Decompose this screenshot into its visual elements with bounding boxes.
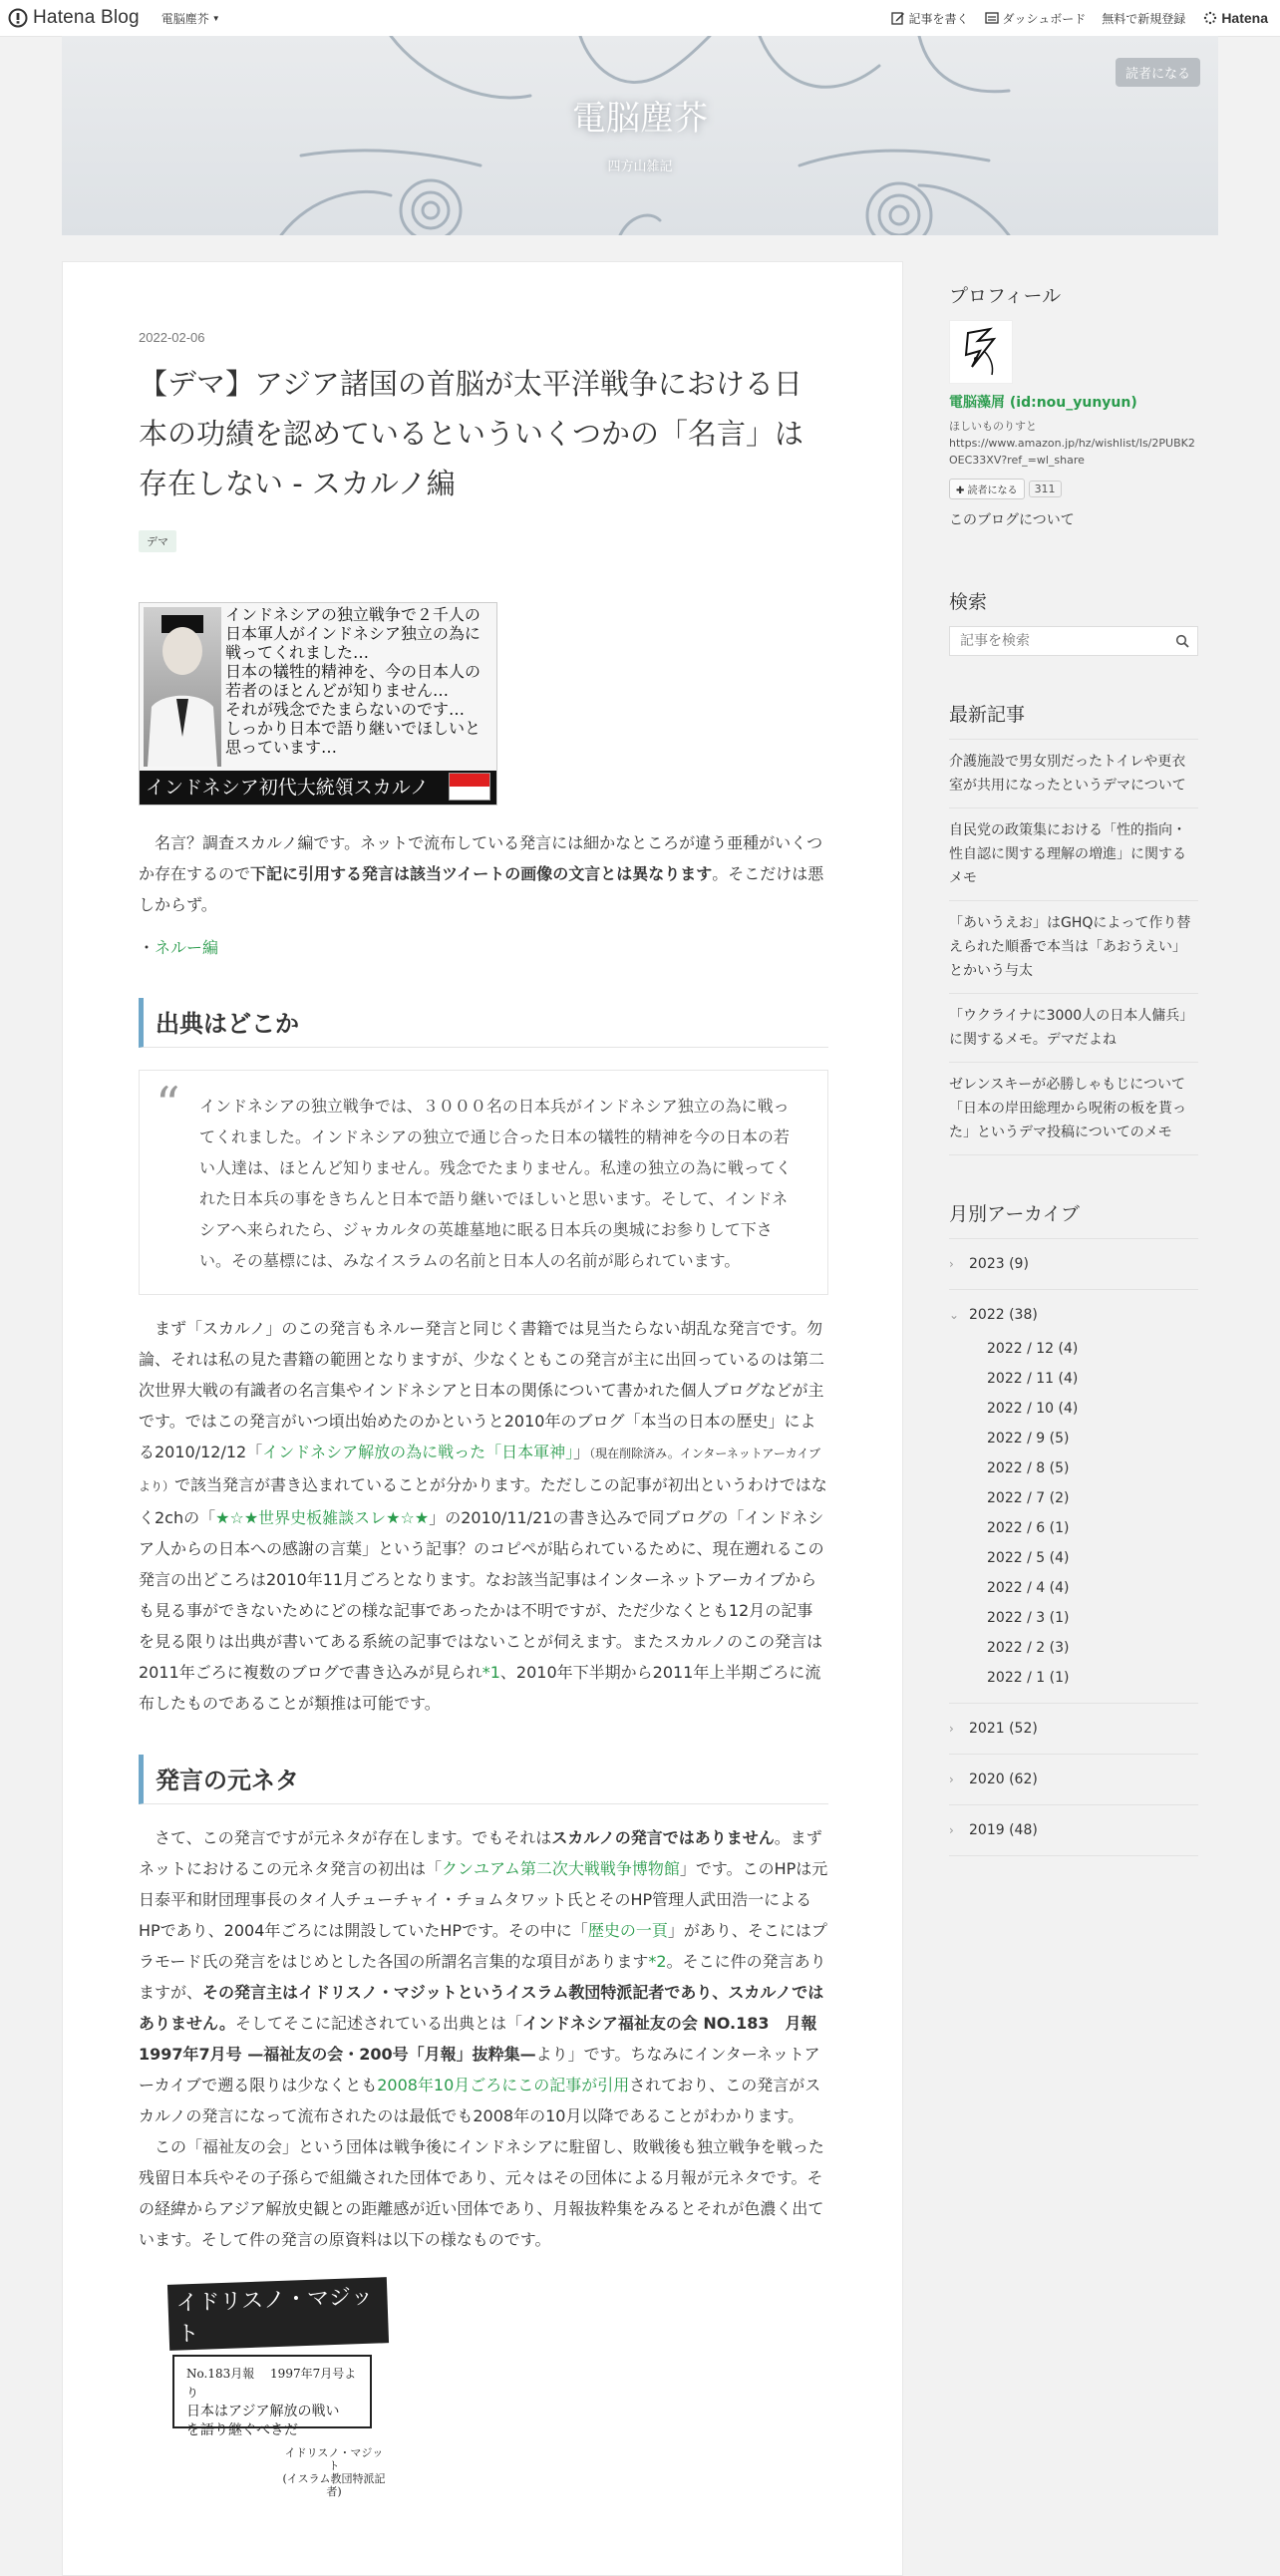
recent-posts-title: 最新記事: [949, 704, 1026, 726]
original-text-b: 。まずネットにおけるこの元ネタ発言の初出は「: [139, 1828, 822, 1878]
intro-text: 名言？調査スカルノ編です。ネットで流布している発言には細かなところが違う亜種がいくつか存在するので: [139, 833, 823, 883]
source-box-line-3: を語り継ぐべきだ: [186, 2422, 298, 2438]
2ch-thread-link[interactable]: ★☆★世界史板雑談スレ★☆★: [215, 1508, 430, 1527]
chevron-down-icon: ⌄: [949, 1308, 960, 1322]
footnote-1-link[interactable]: *1: [481, 1663, 500, 1682]
origin-paragraph: [139, 1313, 828, 1719]
archive-year-label: 2023 (9): [969, 1256, 1029, 1272]
original-text-h: されており、この発言がスカルノの発言になって流布されたのは最低でも2008年の10月以降であることがわかります。: [139, 2076, 821, 2125]
plus-icon: ✚: [956, 485, 968, 496]
archive-quote-link[interactable]: 2008年10月ごろにこの記事が引用: [377, 2076, 630, 2094]
hatena-star-icon: [1203, 11, 1217, 25]
association-paragraph: この「福祉友の会」という団体は戦争後にインドネシアに駐留し、敗戦後も独立戦争を戦った残留日本兵やその子孫らで組織された団体であり、元々はその団体による月報が元ネタです。その経緯からアジア解放史観との距離感が近い団体であり、月報抜粋集をみるとそれが色濃く出ています。そして件の発言の原資料は以下の様なものです。: [139, 2137, 824, 2249]
original-text-c: 」です。このHPは元日泰平和財団理事長のタイ人チューチャイ・チョムタワット氏とそのHP管理人武田浩一によるHPであり、2004年ごろには開設していたHPです。その中に「: [139, 1859, 828, 1940]
hatena-blog-logo-text: Hatena Blog: [33, 7, 140, 28]
article-container: [62, 261, 903, 2576]
archive-month-item[interactable]: 2022 / 11 (4): [987, 1371, 1079, 1387]
write-article-link[interactable]: [891, 10, 969, 27]
intro-bold: 下記に引用する発言は該当ツイートの画像の文言とは異なります: [250, 864, 713, 883]
article-category-tag[interactable]: デマ: [139, 530, 176, 552]
pencil-square-icon: [891, 11, 905, 25]
about-blog-link[interactable]: このブログについて: [949, 512, 1075, 528]
original-text-a: さて、この発言ですが元ネタが存在します。でもそれは: [155, 1828, 552, 1847]
origin-text-d: 」の2010/11/21の書き込みで同ブログの「インドネシア人からの日本への感謝の言葉」という記事？のコピペが貼られているために、現在遡れるこの発言の出どころは2010年11月ごろとなります。なお該当記事はインターネットアーカイブからも見る事ができないためにどの様な記事であったかは不明ですが、ただ少なくとも12月の記事を見る限りは出典が書いてある系統の記事ではないことが伺えます。またスカルノのこの発言は2011年ごろに複数のブログで書き込みが見られ: [139, 1508, 824, 1682]
archive-month-item[interactable]: 2022 / 10 (4): [987, 1401, 1079, 1417]
indonesia-army-link[interactable]: インドネシア解放の為に戦った「日本軍神」: [262, 1443, 574, 1461]
sukarno-portrait: [144, 607, 221, 767]
subscribe-button[interactable]: [949, 479, 1025, 499]
archive-year-2021[interactable]: [949, 1703, 1198, 1754]
wishlist-label: ほしいものりすと: [949, 420, 1037, 433]
blockquote-text: インドネシアの独立戦争では、３０００名の日本兵がインドネシア独立の為に戦ってくれました。インドネシアの独立で通じ合った日本の犠牲的精神を今の日本の若い人達は、ほとんど知りません。残念でたまりません。私達の独立の為に戦ってくれた日本兵の事をきちんと日本で語り継いでほしいと思います。そして、インドネシアへ来られたら、ジャカルタの英雄墓地に眠る日本兵の奥城にお参りして下さい。その墓標には、みなイスラムの名前と日本人の名前が彫られています。: [199, 1097, 792, 1270]
subscribe-label: 読者になる: [967, 485, 1018, 496]
origin-text-a: まず「スカルノ」のこの発言もネルー発言と同じく書籍では見当たらない胡乱な発言です。勿論、それは私の見た書籍の範囲となりますが、少なくともこの発言が主に出回っているのは第二次世界大戦の有識者の名言集やインドネシアと日本の関係について書かれた個人ブログなどが主です。ではこの発言がいつ頃出始めたのかというと2010年のブログ「本当の日本の歴史」による2010/12/12「: [139, 1319, 825, 1461]
profile-name-link[interactable]: 電脳藻屑 (id:nou_yunyun): [949, 395, 1137, 411]
hatena-brand-link[interactable]: [1203, 10, 1268, 26]
hatena-blog-logo-icon: [8, 8, 28, 28]
search-input[interactable]: [958, 632, 1161, 650]
archive-year-2020[interactable]: [949, 1754, 1198, 1804]
sukarno-caption: インドネシア初代大統領スカルノ: [140, 771, 496, 805]
archive-month-item[interactable]: 2022 / 12 (4): [987, 1341, 1079, 1357]
sidebar: [949, 281, 1198, 1856]
intro-text-end: 。そこだけは悪しからず。: [139, 864, 824, 914]
original-bold-1: スカルノの発言ではありません: [551, 1828, 775, 1847]
archive-month-item[interactable]: 2022 / 4 (4): [987, 1580, 1070, 1596]
nehru-article-link[interactable]: ネルー編: [155, 938, 219, 957]
original-paragraph: [139, 1822, 833, 2131]
bullet: ・: [139, 938, 156, 957]
archive-year-label: 2019 (48): [969, 1822, 1038, 1838]
profile-description: [949, 418, 1198, 469]
archive-year-label: 2020 (62): [969, 1771, 1038, 1787]
dashboard-link[interactable]: [985, 10, 1087, 27]
original-text-d: 」があり、そこにはプラモード氏の発言をはじめとした各国の所謂名言集的な項目があります: [139, 1921, 827, 1971]
search-box: [949, 626, 1198, 656]
signature-line-2: (イスラム教団特派記者): [282, 2472, 386, 2498]
caret-down-icon: ▼: [211, 13, 220, 23]
hatena-blog-logo[interactable]: [8, 7, 140, 29]
recent-post-item[interactable]: 自民党の政策集における「性的指向・性自認に関する理解の増進」に関するメモ: [949, 807, 1198, 900]
history-page-link[interactable]: 歴史の一頁: [587, 1921, 668, 1940]
blog-switcher[interactable]: [161, 10, 220, 27]
hatena-brand-label: Hatena: [1221, 10, 1268, 26]
recent-posts-module: [949, 700, 1198, 1155]
blockquote: [139, 1070, 828, 1295]
write-article-label: 記事を書く: [908, 11, 969, 26]
recent-post-item[interactable]: 介護施設で男女別だったトイレや更衣室が共用になったというデマについて: [949, 739, 1198, 807]
archive-month-item[interactable]: 2022 / 6 (1): [987, 1520, 1070, 1536]
signup-link[interactable]: [1102, 10, 1185, 27]
dashboard-icon: [985, 11, 999, 25]
origin-text-e: 、2010年下半期から2011年上半期ごろに流布したものであることが類推は可能です。: [139, 1663, 821, 1713]
source-image-title: イドリスノ・マジット: [167, 2277, 389, 2351]
sukarno-quote-text: インドネシアの独立戦争で２千人の日本軍人がインドネシア独立の為に戦ってくれました… 日本の犠牲的精神を、今の日本人の若者のほとんどが知りません… それが残念でたまらないのです… しっかり日本で語り継いでほしいと思っています…: [225, 605, 481, 757]
original-bold-2: その発言主はイドリスノ・マジットというイスラム教団特派記者であり、スカルノではありません。: [139, 1983, 824, 2033]
original-text-f: そしてそこに記述されている出典とは「: [234, 2014, 522, 2033]
blog-switcher-label: 電脳塵芥: [160, 11, 209, 26]
footnote-2-link[interactable]: *2: [648, 1952, 667, 1971]
archive-months-2022: [949, 1334, 1198, 1703]
recent-posts-list: [949, 739, 1198, 1155]
profile-avatar[interactable]: [949, 320, 1013, 384]
intro-paragraph: [139, 827, 828, 920]
article-title[interactable]: 【デマ】アジア諸国の首脳が太平洋戦争における日本の功績を認めているといういくつかの「名言」は存在しない - スカルノ編: [139, 367, 804, 500]
source-image-box: [172, 2355, 372, 2438]
article-date[interactable]: 2022-02-06: [139, 330, 205, 345]
profile-module: [949, 281, 1198, 529]
source-box-line-1: No.183月報 1997年7月号より: [186, 2367, 357, 2400]
archive-year-2023[interactable]: [949, 1238, 1198, 1289]
global-header: [0, 0, 1280, 37]
signup-label: 無料で新規登録: [1102, 11, 1186, 26]
archive-year-label: 2022 (38): [969, 1307, 1038, 1323]
archive-year-2019[interactable]: [949, 1804, 1198, 1855]
archive-title: 月別アーカイブ: [949, 1203, 1080, 1225]
museum-link[interactable]: クンユアム第二次大戦戦争博物館: [442, 1859, 680, 1878]
archive-year-label: 2021 (52): [969, 1721, 1038, 1737]
profile-title: プロフィール: [949, 285, 1062, 307]
section-heading-original: 発言の元ネタ: [139, 1755, 828, 1804]
archive-month-item[interactable]: 2022 / 2 (3): [987, 1640, 1070, 1656]
origin-text-b: 」: [573, 1443, 590, 1461]
search-module: [949, 587, 1198, 656]
blog-header: [62, 36, 1218, 235]
subscriber-count[interactable]: 311: [1029, 481, 1062, 497]
chevron-right-icon: ›: [949, 1823, 954, 1837]
reader-row: [949, 479, 1198, 499]
source-box-line-2: 日本はアジア解放の戦い: [186, 2404, 340, 2419]
origin-text-c: で該当発言が書き込まれていることが分かります。ただしこの記事が初出というわけではなく2chの「: [139, 1475, 827, 1527]
recent-post-item[interactable]: ゼレンスキーが必勝しゃもじについて「日本の岸田総理から呪術の板を貰った」というデマ投稿についてのメモ: [949, 1062, 1198, 1154]
search-icon[interactable]: [1175, 634, 1189, 648]
follow-blog-button[interactable]: 読者になる: [1116, 58, 1200, 87]
nehru-link-line: [139, 934, 828, 962]
dashboard-label: ダッシュボード: [1002, 11, 1087, 26]
archive-year-2022[interactable]: [949, 1289, 1198, 1340]
blog-description: 四方山雑記: [607, 160, 673, 174]
archive-module: [949, 1199, 1198, 1856]
quote-mark-icon: “: [156, 1077, 180, 1132]
original-text-g: より」です。ちなみにインターネットアーカイブで遡る限りは少なくとも: [139, 2045, 820, 2094]
source-image-signature: [280, 2446, 388, 2498]
archive-list: [949, 1238, 1198, 1856]
chevron-right-icon: ›: [949, 1257, 954, 1271]
archive-month-item[interactable]: 2022 / 1 (1): [987, 1670, 1070, 1686]
indonesia-flag: [449, 773, 490, 801]
signature-line-1: イドリスノ・マジット: [284, 2446, 384, 2472]
origin-note: （現在削除済み。インターネットアーカイブより）: [139, 1447, 821, 1493]
section-heading-source: 出典はどこか: [139, 998, 828, 1048]
recent-post-item[interactable]: 「あいうえお」はGHQによって作り替えられた順番で本当は「あおうえい」とかいう与太: [949, 900, 1198, 993]
original-text-e: 。そこに件の発言ありますが、: [139, 1952, 826, 2002]
archive-month-item[interactable]: 2022 / 9 (5): [987, 1431, 1070, 1447]
chevron-right-icon: ›: [949, 1772, 954, 1786]
original-bold-3: インドネシア福祉友の会 NO.183 月報 1997年7月号 —福祉友の会・200号「月報」抜粋集—: [139, 2014, 833, 2064]
blog-title[interactable]: 電脳塵芥: [572, 99, 708, 139]
archive-month-item[interactable]: 2022 / 5 (4): [987, 1550, 1070, 1566]
archive-month-item[interactable]: 2022 / 7 (2): [987, 1490, 1070, 1506]
portrait-silhouette: [144, 607, 221, 767]
recent-post-item[interactable]: 「ウクライナに3000人の日本人傭兵」に関するメモ。デマだよね: [949, 993, 1198, 1062]
avatar-drawing: [950, 321, 1012, 383]
source-document-image: [139, 2277, 388, 2498]
chevron-right-icon: ›: [949, 1722, 954, 1736]
archive-month-item[interactable]: 2022 / 3 (1): [987, 1610, 1070, 1626]
archive-month-item[interactable]: 2022 / 8 (5): [987, 1460, 1070, 1476]
sukarno-quote-image: [139, 602, 497, 805]
wishlist-url[interactable]: https://www.amazon.jp/hz/wishlist/ls/2PUBK2OEC33XV?ref_=wl_share: [949, 437, 1195, 467]
search-title: 検索: [949, 591, 988, 613]
